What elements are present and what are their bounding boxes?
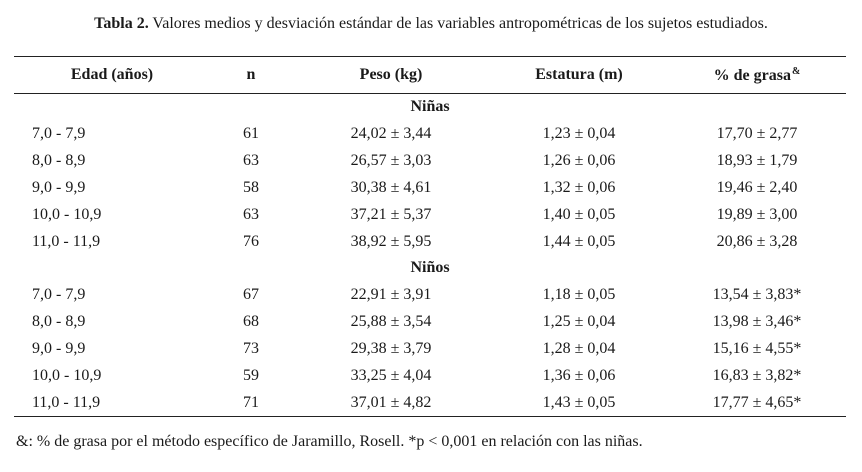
cell-age: 7,0 - 7,9 [32, 124, 86, 142]
anthropometric-table [14, 56, 846, 417]
cell-height: 1,18 ± 0,05 [542, 285, 616, 303]
cell-fat: 15,16 ± 4,55* [712, 339, 802, 357]
header-fat-label: % de grasa [713, 66, 791, 84]
cell-fat: 20,86 ± 3,28 [716, 232, 798, 250]
cell-height: 1,36 ± 0,06 [542, 366, 616, 384]
group-title: Niñas [410, 98, 450, 115]
cell-height: 1,44 ± 0,05 [542, 232, 616, 250]
table-row [14, 335, 846, 362]
cell-weight: 25,88 ± 3,54 [350, 312, 432, 330]
group-row-boys [14, 255, 846, 281]
cell-fat: 19,46 ± 2,40 [716, 178, 798, 196]
cell-age: 7,0 - 7,9 [32, 285, 86, 303]
table-row [14, 389, 846, 417]
table-row [14, 308, 846, 335]
group-row-girls [14, 94, 846, 121]
table-row [14, 281, 846, 308]
cell-weight: 37,01 ± 4,82 [292, 389, 490, 417]
cell-n: 67 [243, 285, 259, 303]
cell-height: 1,28 ± 0,04 [542, 339, 616, 357]
table-row [14, 201, 846, 228]
cell-n: 68 [243, 312, 259, 330]
table-row [14, 362, 846, 389]
cell-n: 59 [243, 366, 259, 384]
cell-weight: 26,57 ± 3,03 [350, 151, 432, 169]
cell-age: 9,0 - 9,9 [32, 339, 86, 357]
cell-age: 10,0 - 10,9 [32, 205, 102, 223]
table-footnote: &: % de grasa por el método específico de Jaramillo, Rosell. *p < 0,001 en relación con las niñas. [16, 433, 643, 450]
cell-weight: 29,38 ± 3,79 [350, 339, 432, 357]
header-weight: Peso (kg) [359, 66, 423, 83]
header-age: Edad (años) [70, 66, 154, 83]
cell-n: 61 [243, 124, 259, 142]
header-height: Estatura (m) [535, 66, 623, 83]
cell-weight: 30,38 ± 4,61 [350, 178, 432, 196]
cell-n: 63 [243, 205, 259, 223]
cell-age: 8,0 - 8,9 [32, 151, 86, 169]
cell-n: 58 [243, 178, 259, 196]
cell-weight: 22,91 ± 3,91 [350, 285, 432, 303]
cell-height: 1,23 ± 0,04 [542, 124, 616, 142]
table-row [14, 120, 846, 147]
table-row [14, 174, 846, 201]
cell-age: 11,0 - 11,9 [14, 389, 210, 417]
cell-weight: 24,02 ± 3,44 [350, 124, 432, 142]
cell-n: 63 [243, 151, 259, 169]
cell-height: 1,26 ± 0,06 [542, 151, 616, 169]
caption-label: Tabla 2. [94, 15, 149, 32]
cell-n: 71 [210, 389, 292, 417]
cell-fat: 13,98 ± 3,46* [712, 312, 802, 330]
cell-weight: 33,25 ± 4,04 [350, 366, 432, 384]
cell-age: 10,0 - 10,9 [32, 366, 102, 384]
header-row [14, 57, 846, 94]
table-caption [0, 14, 862, 34]
cell-fat: 19,89 ± 3,00 [716, 205, 798, 223]
cell-height: 1,25 ± 0,04 [542, 312, 616, 330]
cell-weight: 37,21 ± 5,37 [350, 205, 432, 223]
cell-weight: 38,92 ± 5,95 [350, 232, 432, 250]
cell-fat: 17,70 ± 2,77 [716, 124, 798, 142]
cell-fat: 18,93 ± 1,79 [716, 151, 798, 169]
table-row [14, 228, 846, 255]
cell-height: 1,32 ± 0,06 [542, 178, 616, 196]
header-n: n [246, 66, 256, 83]
group-title: Niños [410, 259, 450, 276]
header-fat-mark: & [791, 65, 801, 77]
cell-height: 1,40 ± 0,05 [542, 205, 616, 223]
cell-fat: 17,77 ± 4,65* [668, 389, 846, 417]
cell-height: 1,43 ± 0,05 [490, 389, 668, 417]
cell-age: 11,0 - 11,9 [32, 232, 101, 250]
cell-n: 73 [243, 339, 259, 357]
cell-fat: 13,54 ± 3,83* [712, 285, 802, 303]
caption-text: Valores medios y desviación estándar de las variables antropométricas de los sujetos estudiados. [148, 15, 768, 32]
cell-age: 9,0 - 9,9 [32, 178, 86, 196]
header-fat [668, 57, 846, 94]
cell-age: 8,0 - 8,9 [32, 312, 86, 330]
table-row [14, 147, 846, 174]
cell-fat: 16,83 ± 3,82* [712, 366, 802, 384]
cell-n: 76 [243, 232, 259, 250]
